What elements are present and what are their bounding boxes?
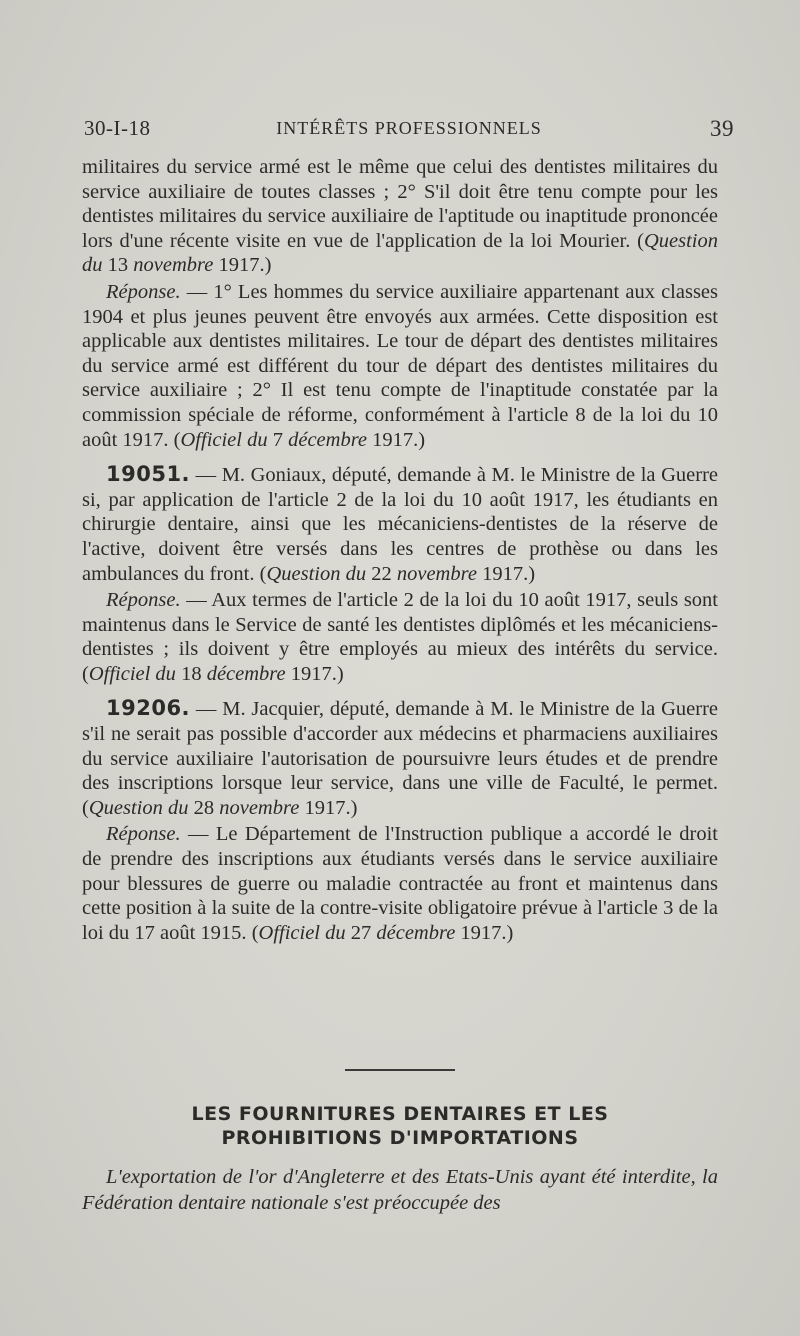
source-label: Officiel du [88,662,176,685]
question-text: — M. Goniaux, député, demande à M. le Ministre de la Guerre si, par application de l'article 2 de la loi du 10 août 1917, les étudiants en chirurgie dentaire, ainsi que les mécaniciens-dentistes de la réserve de l'active, doivent être versés dans les centres de prothèse ou dans les ambulances du front. [82,464,718,585]
page-number: 39 [710,116,734,141]
section-intro [82,1164,718,1216]
source-paren: ( [173,428,181,451]
section-divider [345,1069,455,1071]
source-day: 7 [272,428,283,451]
section-title-line-1: LES FOURNITURES DENTAIRES ET LES [191,1103,609,1125]
reply-label: Réponse. [106,589,181,612]
running-title: INTÉRÊTS PROFESSIONNELS [276,118,542,138]
question-number: 19051. [106,462,191,487]
source-day: 28 [193,796,215,819]
reply-paragraph [82,280,718,452]
source-year: 1917.) [460,921,514,944]
question-text: — M. Jacquier, député, demande à M. le Ministre de la Guerre s'il ne serait pas possible d'accorder aux médecins et pharmaciens auxiliaires du service auxiliaire l'autorisation de poursuivre leurs études et de prendre des inscriptions lorsque leur service, dans une ville de Faculté, le permet. [82,698,719,795]
source-paren: ( [82,662,89,685]
source-paren: ( [637,229,644,252]
reply-label: Réponse. [106,280,181,303]
source-year: 1917.) [290,662,344,685]
continuation-text: militaires du service armé est le même que celui des dentistes militaires du service auxiliaire de toutes classes ; 2° S'il doit être tenu compte pour les dentistes militaires du service auxiliaire de l'aptitude ou inaptitude prononcée lors d'une récente visite en vue de l'application de la loi Mourier. [82,156,718,252]
question-paragraph [82,462,718,586]
reply-paragraph [82,588,718,686]
source-day: 13 [107,254,129,277]
question-paragraph [82,696,718,820]
article-body [82,155,718,945]
source-paren: ( [259,562,267,585]
source-month: novembre [133,254,214,277]
source-day: 22 [371,562,392,585]
reply-label: Réponse. [106,823,181,846]
source-year: 1917.) [218,254,272,277]
source-day: 27 [350,921,372,944]
reply-text: — Aux termes de l'article 2 de la loi du 10 août 1917, seuls sont maintenus dans le Service de santé les dentistes diplômés et les mécaniciens-dentistes ; ils doivent y être employés au mieux des intérêts du service. [82,589,718,661]
source-label: Officiel du [180,428,268,451]
reply-text: — 1° Les hommes du service auxiliaire appartenant aux classes 1904 et plus jeunes peuvent être envoyés aux armées. Cette disposition est applicable aux dentistes militaires. Le tour de départ des dentistes militaires du service armé est différent du tour de départ des dentistes militaires du service auxiliaire ; 2° Il est tenu compte de l'inaptitude constatée par la commission spéciale de réforme, conformément à l'article 8 de la loi du 10 août 1917. [82,280,719,451]
source-day: 18 [181,662,202,685]
running-header [84,116,734,146]
source-month: novembre [219,796,300,819]
source-label: Question du [82,229,718,277]
section-title [82,1102,718,1150]
source-year: 1917.) [372,428,426,451]
source-year: 1917.) [304,796,358,819]
source-paren: ( [251,921,259,944]
source-label: Question du [88,796,189,819]
source-month: décembre [376,921,456,944]
source-month: novembre [396,562,477,585]
section-title-line-2: PROHIBITIONS D'IMPORTATIONS [221,1127,579,1149]
continuation-paragraph [82,155,718,278]
source-year: 1917.) [482,562,536,585]
source-month: décembre [288,428,368,451]
section-intro-text: L'exportation de l'or d'Angleterre et des Etats-Unis ayant été interdite, la Fédération dentaire nationale s'est préoccupée des [82,1166,718,1214]
reply-text: — Le Département de l'Instruction publique a accordé le droit de prendre des inscriptions aux étudiants versés dans le service auxiliaire pour blessures de guerre ou maladie contractée au front et maintenus dans cette position à la suite de la contre-visite obligatoire prévue à l'article 3 de la loi du 17 août 1915. [82,823,718,944]
reply-paragraph [82,822,718,945]
header-date: 30-I-18 [84,116,151,140]
source-month: décembre [206,662,286,685]
source-label: Officiel du [258,921,346,944]
source-paren: ( [82,796,89,819]
question-number: 19206. [106,696,191,721]
source-label: Question du [266,562,367,585]
